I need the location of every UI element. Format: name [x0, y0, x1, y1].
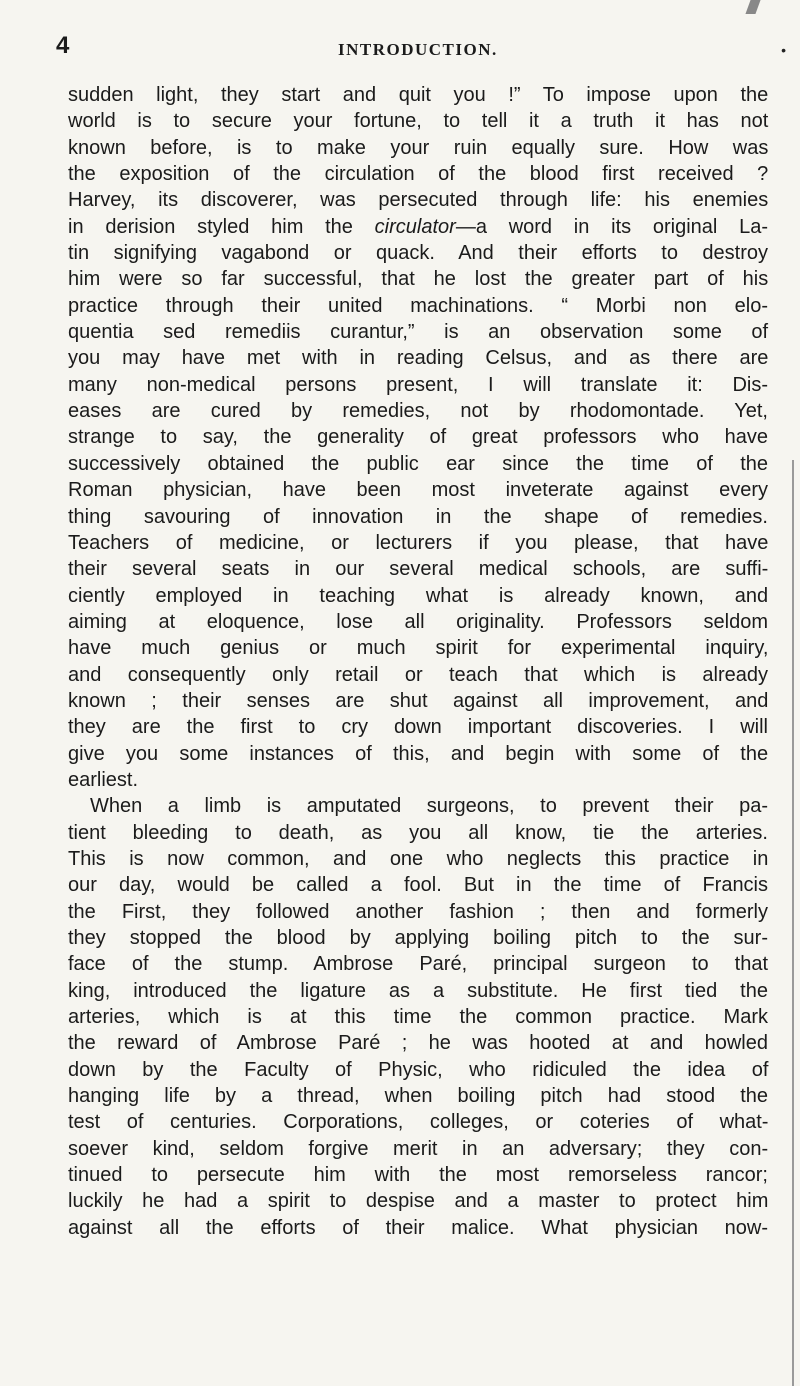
- text-line: known before, is to make your ruin equally sure. How was: [68, 136, 769, 159]
- text-line: many non-medical persons present, I will translate it: Dis-: [68, 373, 768, 396]
- text-line: their several seats in our several medical schools, are suffi-: [68, 558, 769, 581]
- paragraph-2: [68, 793, 768, 1241]
- text-line: strange to say, the generality of great professors who have: [68, 426, 768, 449]
- text-fragment: in derision styled him the: [68, 215, 375, 238]
- text-line: down by the Faculty of Physic, who ridiculed the idea of: [68, 1058, 769, 1081]
- text-line: [68, 214, 768, 240]
- text-line: When a limb is amputated surgeons, to prevent their pa-: [90, 795, 769, 818]
- text-line: ciently employed in teaching what is already known, and: [68, 584, 769, 607]
- text-line: quentia sed remediis curantur,” is an observation some of: [68, 321, 769, 344]
- margin-mark: •: [781, 42, 786, 58]
- text-line: you may have met with in reading Celsus, and as there are: [68, 347, 769, 370]
- text-line: aiming at eloquence, lose all originality. Professors seldom: [68, 610, 768, 633]
- text-line: and consequently only retail or teach that which is already: [68, 663, 768, 686]
- text-fragment: —a word in its original La-: [455, 215, 769, 238]
- running-head: INTRODUCTION.: [338, 40, 498, 59]
- text-line: give you some instances of this, and begin with some of the: [68, 742, 769, 765]
- text-line: luckily he had a spirit to despise and a master to protect him: [68, 1190, 769, 1213]
- page-number: 4: [56, 32, 70, 59]
- text-line: king, introduced the ligature as a substitute. He first tied the: [68, 979, 768, 1002]
- text-line: tin signifying vagabond or quack. And their efforts to destroy: [68, 242, 768, 265]
- text-line: have much genius or much spirit for experimental inquiry,: [68, 637, 769, 660]
- top-tick-mark: [745, 0, 760, 14]
- text-line: the reward of Ambrose Paré ; he was hooted at and howled: [68, 1032, 768, 1055]
- text-line: successively obtained the public ear since the time of the: [68, 452, 768, 475]
- text-line: This is now common, and one who neglects this practice in: [68, 847, 769, 870]
- text-line: eases are cured by remedies, not by rhodomontade. Yet,: [68, 400, 768, 423]
- page-edge-line: [792, 460, 794, 1386]
- text-line: world is to secure your fortune, to tell it a truth it has not: [68, 110, 769, 133]
- text-line: earliest.: [68, 768, 139, 791]
- text-line: the exposition of the circulation of the blood first received ?: [68, 163, 769, 186]
- text-line: hanging life by a thread, when boiling pitch had stood the: [68, 1085, 768, 1108]
- text-line: test of centuries. Corporations, colleges, or coteries of what-: [68, 1111, 769, 1134]
- text-line: they stopped the blood by applying boiling pitch to the sur-: [68, 927, 768, 949]
- text-line: arteries, which is at this time the common practice. Mark: [68, 1006, 768, 1029]
- text-line: sudden light, they start and quit you !” To impose upon the: [68, 84, 769, 106]
- text-line: face of the stump. Ambrose Paré, principal surgeon to that: [68, 953, 768, 976]
- text-line: Teachers of medicine, or lecturers if you please, that have: [68, 531, 769, 554]
- text-line: Harvey, its discoverer, was persecuted through life: his enemies: [68, 189, 769, 212]
- text-line: thing savouring of innovation in the shape of remedies.: [68, 505, 768, 528]
- paragraph-1: [68, 82, 768, 793]
- text-line: against all the efforts of their malice. What physician now-: [68, 1216, 768, 1239]
- text-line: known ; their senses are shut against all improvement, and: [68, 689, 769, 712]
- text-line: him were so far successful, that he lost the greater part of his: [68, 268, 769, 291]
- text-line: soever kind, seldom forgive merit in an adversary; they con-: [68, 1137, 769, 1160]
- text-line: tinued to persecute him with the most remorseless rancor;: [68, 1164, 768, 1187]
- text-line: Roman physician, have been most inveterate against every: [68, 479, 768, 502]
- text-line: the First, they followed another fashion ; then and formerly: [68, 900, 768, 923]
- text-line: practice through their united machinations. “ Morbi non elo-: [68, 294, 768, 317]
- text-line: our day, would be called a fool. But in the time of Francis: [68, 874, 769, 897]
- text-line: they are the first to cry down important discoveries. I will: [68, 716, 768, 739]
- italic-word: circulator: [374, 215, 456, 238]
- body-text: [68, 82, 768, 1241]
- text-line: tient bleeding to death, as you all know, tie the arteries.: [68, 821, 768, 844]
